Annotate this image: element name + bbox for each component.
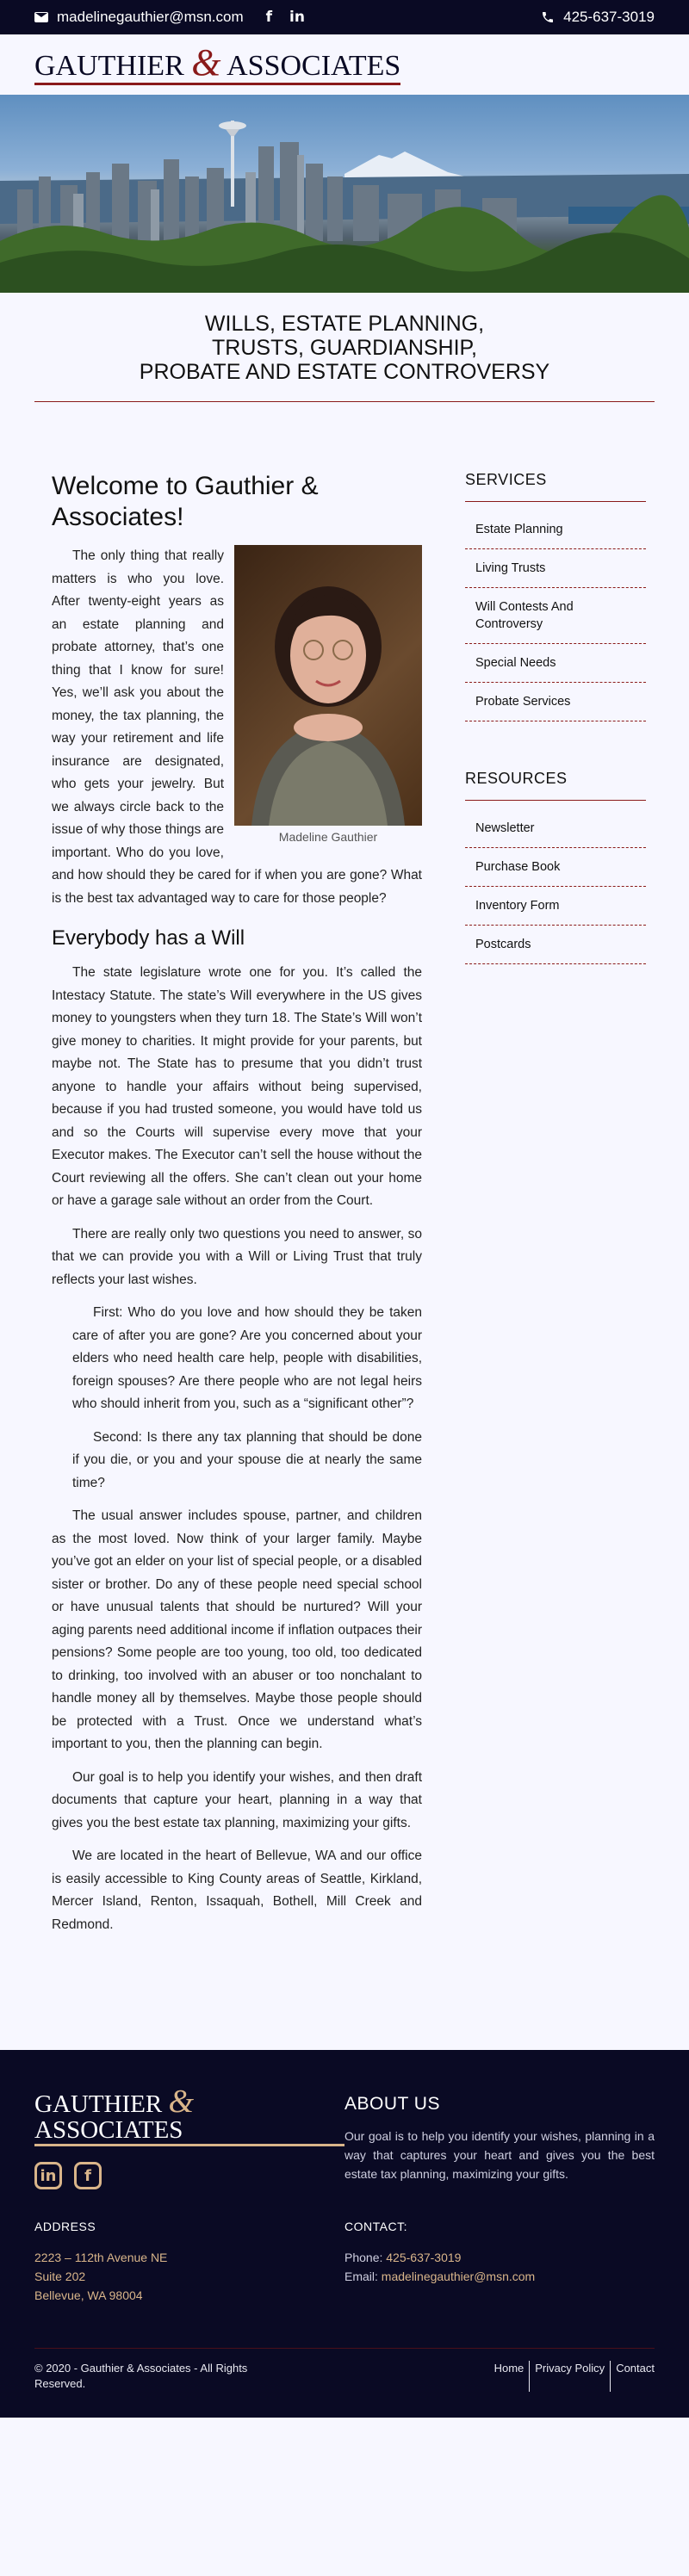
services-title: SERVICES bbox=[465, 471, 646, 502]
footer-brand-col bbox=[34, 2084, 344, 2189]
top-bar bbox=[0, 0, 689, 34]
footer-address-col bbox=[34, 2212, 344, 2305]
footer-link-contact[interactable]: Contact bbox=[616, 2362, 655, 2375]
sidebar bbox=[465, 471, 646, 1947]
contact-phone bbox=[344, 2248, 655, 2267]
email-label: Email: bbox=[344, 2269, 378, 2283]
paragraph-intestacy: The state legislature wrote one for you. It’s called the Intestacy Statute. The state’s Will everywhere in the US gives money to youngsters when they turn 18. The State’s Will won’t give money to charities. It might provide for your parents, but maybe not. The State has to presume that you didn’t trust anyone to handle your affairs without being supervised, because if you had trusted someone, you would have told us and so the Courts will supervise every move that your Executor makes. The Executor can’t sell the house without the Court reviewing all the offers. She can’t clean out your home or have a garage sale without an order from the Court. bbox=[52, 965, 422, 1208]
footer-about-col bbox=[344, 2089, 655, 2189]
main-layout bbox=[0, 402, 689, 2050]
skyline-illustration bbox=[0, 95, 689, 293]
email-link[interactable] bbox=[34, 9, 244, 26]
footer-logo-ampersand: & bbox=[168, 2084, 195, 2120]
envelope-icon bbox=[34, 12, 48, 22]
page-title-line-3: PROBATE AND ESTATE CONTROVERSY bbox=[139, 360, 550, 384]
sidebar-item-newsletter[interactable]: Newsletter bbox=[465, 809, 646, 848]
sidebar-item-will-contests[interactable]: Will Contests And Controversy bbox=[465, 588, 646, 644]
footer-contact-col bbox=[344, 2212, 655, 2305]
phone-icon bbox=[541, 10, 555, 24]
about-title: ABOUT US bbox=[344, 2094, 440, 2114]
footer-phone-link[interactable]: 425-637-3019 bbox=[386, 2251, 462, 2264]
address-line-3: Bellevue, WA 98004 bbox=[34, 2288, 143, 2302]
footer-link-privacy[interactable]: Privacy Policy bbox=[530, 2361, 611, 2392]
contact-title: CONTACT: bbox=[344, 2220, 407, 2233]
footer-logo[interactable] bbox=[34, 2084, 344, 2146]
logo-ampersand: & bbox=[191, 41, 221, 84]
header bbox=[0, 34, 689, 95]
portrait-caption: Madeline Gauthier bbox=[278, 830, 378, 844]
contact-email bbox=[344, 2267, 655, 2286]
sidebar-item-probate-services[interactable]: Probate Services bbox=[465, 683, 646, 721]
paragraph-question-1: First: Who do you love and how should they be taken care of after you are gone? Are you concerned about your elders who need health care help, people with disabilities, foreign spouses? Are there people who are not legal heirs who should inherit from you, such as a “significant other”? bbox=[72, 1305, 422, 1411]
social-links bbox=[266, 9, 305, 26]
address-title: ADDRESS bbox=[34, 2220, 96, 2233]
page-title-line-1: WILLS, ESTATE PLANNING, bbox=[204, 312, 485, 336]
footer-middle bbox=[34, 2212, 655, 2305]
linkedin-icon[interactable]: in bbox=[289, 9, 305, 26]
about-text: Our goal is to help you identify your wishes, planning in a way that captures your heart and gives you the best estate tax planning, maximizing your gifts. bbox=[344, 2129, 655, 2181]
paragraph-location: We are located in the heart of Bellevue, WA and our office is easily accessible to King County areas of Seattle, Kirkland, Mercer Island, Renton, Issaquah, Bothell, Mill Creek and Redmond. bbox=[52, 1848, 422, 1932]
paragraph-goal: Our goal is to help you identify your wishes, and then draft documents that capture your heart, planning in a way that gives you the best estate tax planning, maximizing your gifts. bbox=[52, 1769, 422, 1830]
resources-title: RESOURCES bbox=[465, 770, 646, 801]
footer-social bbox=[34, 2162, 344, 2189]
paragraph-two-questions: There are really only two questions you need to answer, so that we can provide you with a Will or Living Trust that truly reflects your last wishes. bbox=[52, 1226, 422, 1287]
footer-email-link[interactable]: madelinegauthier@msn.com bbox=[381, 2269, 536, 2283]
portrait-figure bbox=[234, 545, 422, 845]
top-email[interactable]: madelinegauthier@msn.com bbox=[57, 9, 244, 25]
main-content bbox=[52, 471, 422, 1947]
site-logo[interactable] bbox=[34, 41, 401, 85]
phone-link[interactable] bbox=[541, 9, 655, 26]
page-title-line-2: TRUSTS, GUARDIANSHIP, bbox=[212, 336, 477, 360]
facebook-icon[interactable]: f bbox=[265, 9, 273, 26]
top-phone[interactable]: 425-637-3019 bbox=[563, 9, 655, 25]
footer-top bbox=[34, 2084, 655, 2189]
facebook-icon[interactable]: f bbox=[74, 2162, 102, 2189]
resources-list bbox=[465, 809, 646, 964]
sidebar-item-inventory-form[interactable]: Inventory Form bbox=[465, 887, 646, 926]
address-line-2: Suite 202 bbox=[34, 2269, 86, 2283]
sidebar-item-special-needs[interactable]: Special Needs bbox=[465, 644, 646, 683]
footer-link-home[interactable]: Home bbox=[489, 2361, 531, 2392]
copyright: © 2020 - Gauthier & Associates - All Rights Reserved. bbox=[34, 2362, 248, 2390]
sidebar-item-estate-planning[interactable]: Estate Planning bbox=[465, 511, 646, 549]
footer bbox=[0, 2050, 689, 2418]
address-line-1: 2223 – 112th Avenue NE bbox=[34, 2251, 168, 2264]
logo-text-1: GAUTHIER bbox=[34, 50, 184, 82]
intro-paragraph: The only thing that really matters is who you love. After twenty-eight years as an estate planning and probate attorney, that’s one thing that I know for sure! Yes, we’ll ask you about the money, the tax planning, the way your retirement and life insurance are designated, who gets your jewelry. But we always circle back to the issue of why those things are important. Who do you love, and how should they be cared for if when you are gone? What is the best tax advantaged way to care for those people? bbox=[52, 548, 422, 906]
phone-label: Phone: bbox=[344, 2251, 383, 2264]
welcome-title: Welcome to Gauthier & Associates! bbox=[52, 472, 319, 531]
sidebar-item-postcards[interactable]: Postcards bbox=[465, 926, 646, 964]
sidebar-item-purchase-book[interactable]: Purchase Book bbox=[465, 848, 646, 887]
will-heading: Everybody has a Will bbox=[52, 926, 245, 950]
paragraph-question-2: Second: Is there any tax planning that should be done if you die, or you and your spouse die at nearly the same time? bbox=[72, 1429, 422, 1490]
footer-logo-text-2: ASSOCIATES bbox=[34, 2116, 183, 2144]
footer-bottom bbox=[34, 2348, 655, 2392]
services-list bbox=[465, 511, 646, 721]
paragraph-usual-answer: The usual answer includes spouse, partner, and children as the most loved. Now think of your larger family. Maybe you’ve got an elder on your list of special people, or a disabled sister or brother. Do any of these people need special school or have unusual talents that should be nurtured? Will your aging parents need additional income if inflation outpaces their pensions? Some people are too young, too old, too dedicated to drinking, too involved with an abuser or too nonchalant to handle money all by themselves. Maybe those people should be protected with a Trust. Once we understand what’s important to you, then the planning can begin. bbox=[52, 1508, 422, 1751]
footer-logo-text-1: GAUTHIER bbox=[34, 2090, 163, 2118]
sidebar-item-living-trusts[interactable]: Living Trusts bbox=[465, 549, 646, 588]
hero-skyline-image bbox=[0, 95, 689, 293]
footer-links bbox=[489, 2361, 655, 2392]
page-title bbox=[69, 312, 620, 384]
portrait-photo bbox=[234, 545, 422, 826]
page-heading bbox=[34, 293, 655, 402]
linkedin-icon[interactable]: in bbox=[34, 2162, 62, 2189]
logo-text-2: ASSOCIATES bbox=[227, 50, 401, 82]
